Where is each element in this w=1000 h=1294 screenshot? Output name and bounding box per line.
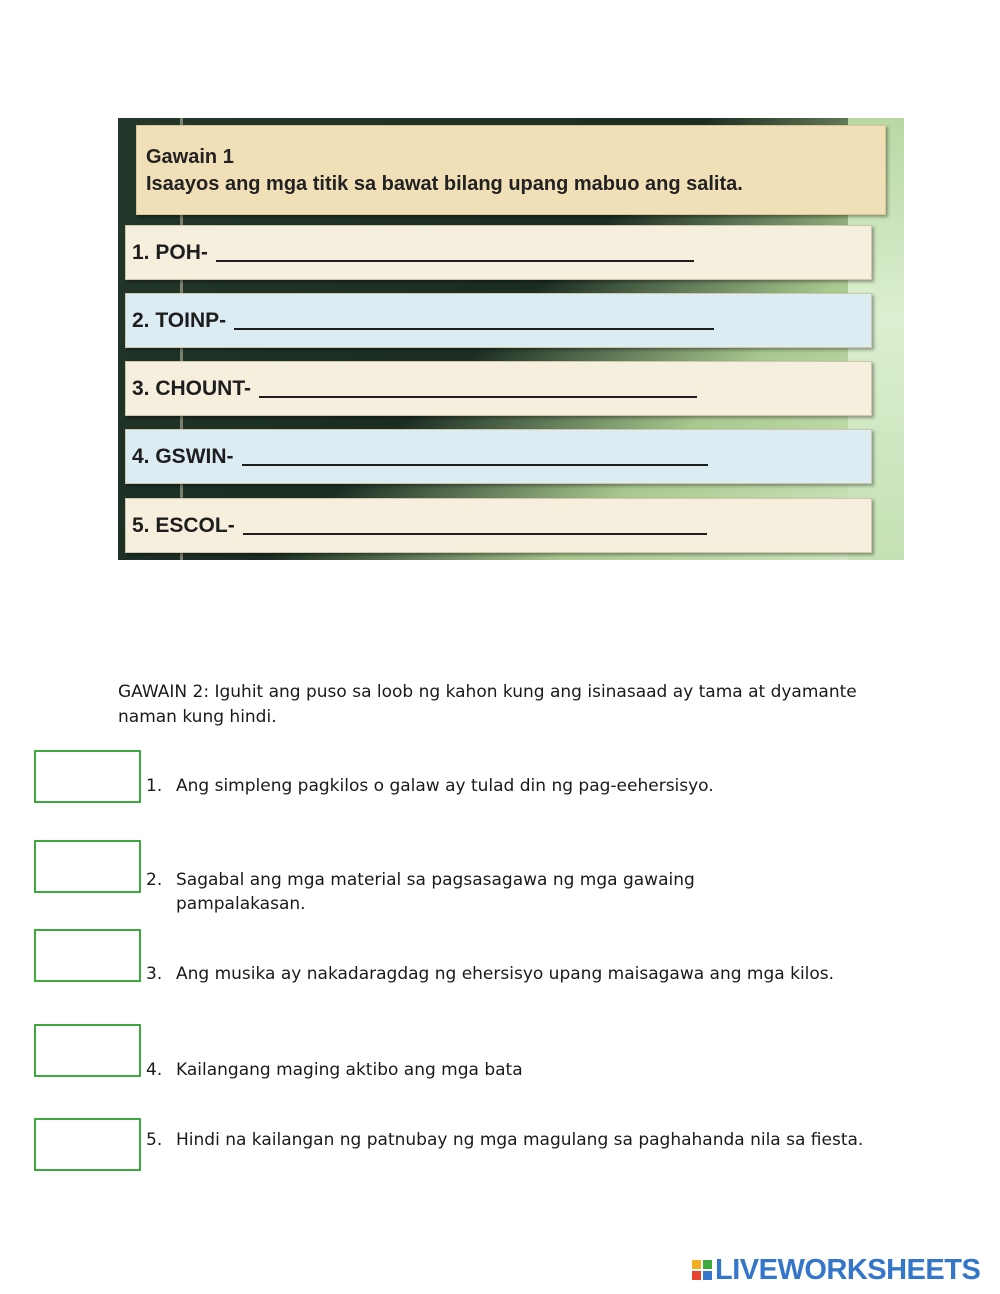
gawain1-title: Gawain 1 xyxy=(146,146,234,168)
gawain2-instruction: GAWAIN 2: Iguhit ang puso sa loob ng kahon kung ang isinasaad ay tama at dyamante naman kung hindi. xyxy=(118,682,857,727)
gawain1-item-label: 4. GSWIN- xyxy=(132,444,234,468)
item-number: 2. xyxy=(146,870,163,890)
answer-box-3[interactable] xyxy=(34,929,141,982)
answer-box-5[interactable] xyxy=(34,1118,141,1171)
item-number: 1. xyxy=(146,776,163,796)
item-text: Hindi na kailangan ng patnubay ng mga magulang sa paghahanda nila sa fiesta. xyxy=(176,1130,864,1150)
item-number: 4. xyxy=(146,1060,163,1080)
gawain1-image xyxy=(118,118,904,560)
logo-cube xyxy=(703,1260,712,1269)
item-text: Sagabal ang mga material sa pagsasagawa ng mga gawaing pampalakasan. xyxy=(176,870,695,914)
gawain1-item-2 xyxy=(125,293,872,348)
gawain1-item-3 xyxy=(125,361,872,416)
logo-cube xyxy=(692,1271,701,1280)
item-text: Kailangang maging aktibo ang mga bata xyxy=(176,1060,523,1080)
logo-text: LIVEWORKSHEETS xyxy=(715,1253,981,1286)
gawain2-item-5 xyxy=(146,1128,906,1152)
answer-blank-line xyxy=(242,448,708,466)
gawain1-item-4 xyxy=(125,429,872,484)
logo-cube xyxy=(703,1271,712,1280)
liveworksheets-logo xyxy=(692,1252,980,1288)
answer-blank-line xyxy=(259,380,697,398)
item-text: Ang musika ay nakadaragdag ng ehersisyo upang maisagawa ang mga kilos. xyxy=(176,964,835,984)
gawain1-item-label: 1. POH- xyxy=(132,240,208,264)
answer-blank-line xyxy=(243,517,707,535)
gawain2-item-2 xyxy=(146,868,906,916)
item-text: Ang simpleng pagkilos o galaw ay tulad din ng pag-eehersisyo. xyxy=(176,776,714,796)
answer-box-1[interactable] xyxy=(34,750,141,803)
gawain1-item-label: 5. ESCOL- xyxy=(132,513,235,537)
gawain2-item-3 xyxy=(146,962,906,986)
gawain1-item-label: 2. TOINP- xyxy=(132,308,227,332)
answer-blank-line xyxy=(216,244,694,262)
answer-blank-line xyxy=(234,312,714,330)
item-number: 3. xyxy=(146,964,163,984)
gawain1-item-5 xyxy=(125,498,872,553)
logo-cubes-icon xyxy=(692,1260,712,1280)
gawain1-item-label: 3. CHOUNT- xyxy=(132,376,252,400)
gawain1-item-1 xyxy=(125,225,872,280)
answer-box-2[interactable] xyxy=(34,840,141,893)
logo-cube xyxy=(692,1260,701,1269)
answer-box-4[interactable] xyxy=(34,1024,141,1077)
gawain1-header xyxy=(136,125,886,215)
gawain1-instruction: Isaayos ang mga titik sa bawat bilang upang mabuo ang salita. xyxy=(146,173,743,195)
gawain2-item-1 xyxy=(146,774,906,798)
item-number: 5. xyxy=(146,1130,163,1150)
gawain2-item-4 xyxy=(146,1058,906,1082)
